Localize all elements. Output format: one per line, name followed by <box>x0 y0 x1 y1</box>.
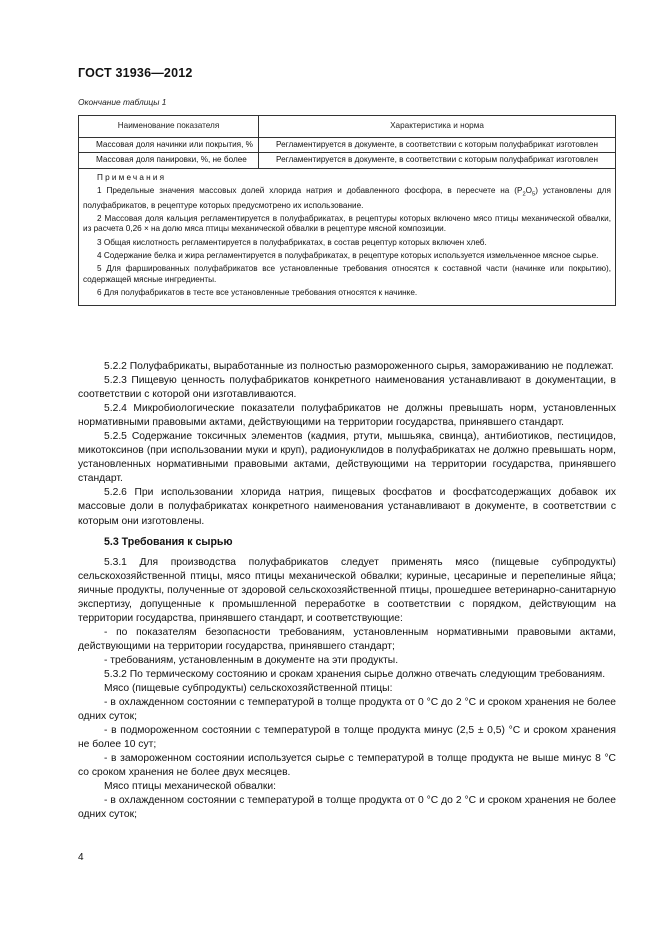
column-header: Наименование показателя <box>79 116 259 138</box>
table-notes <box>79 168 616 305</box>
note-item: 5 Для фаршированных полуфабрикатов все установленные требования относятся к составной части (начинке или покрытию), содержащей мясные ингредиенты. <box>83 263 611 284</box>
notes-title: Примечания <box>97 172 167 182</box>
page-header-title: ГОСТ 31936—2012 <box>78 66 193 80</box>
list-item: - требованиям, установленным в документе на эти продукты. <box>104 654 399 666</box>
table-cell: Массовая доля начинки или покрытия, % <box>79 137 259 153</box>
indicators-table <box>78 115 616 306</box>
note-item: 6 Для полуфабрикатов в тесте все установленные требования относятся к начинке. <box>97 287 418 297</box>
table-caption: Окончание таблицы 1 <box>78 97 167 107</box>
table-row <box>79 137 616 153</box>
table-cell: Массовая доля панировки, %, не более <box>79 153 259 169</box>
table-notes-row <box>79 168 616 305</box>
paragraph: Мясо птицы механической обвалки: <box>104 781 277 793</box>
table-cell: Регламентируется в документе, в соответствии с которым полуфабрикат изготовлен <box>259 153 616 169</box>
list-item: - в подмороженном состоянии с температурой в толще продукта минус (2,5 ± 0,5) °С и сроком хранения не более 10 сут; <box>78 725 616 751</box>
table-cell: Регламентируется в документе, в соответствии с которым полуфабрикат изготовлен <box>259 137 616 153</box>
paragraph: 5.2.6 При использовании хлорида натрия, пищевых фосфатов и фосфатсодержащих добавок их массовые доли в полуфабрикатах конкретного наименования устанавливают в документе, в соответствии с которым они изготовлены. <box>78 487 616 527</box>
paragraph: Мясо (пищевые субпродукты) сельскохозяйственной птицы: <box>104 683 393 695</box>
page-number: 4 <box>78 852 84 863</box>
list-item: - по показателям безопасности требованиям, установленным нормативными правовыми актами, действующими на территории государства, принявшего стандарт; <box>78 626 616 652</box>
list-item: - в замороженном состоянии используется сырье с температурой в толще продукта не выше минус 8 °С со сроком хранения не более двух месяцев. <box>78 753 616 779</box>
paragraph: 5.3.2 По термическому состоянию и срокам хранения сырье должно отвечать следующим требованиям. <box>104 668 606 680</box>
table-header-row <box>79 116 616 138</box>
list-item: - в охлажденном состоянии с температурой в толще продукта от 0 °С до 2 °С и сроком хранения не более одних суток; <box>78 795 616 821</box>
list-item: - в охлажденном состоянии с температурой в толще продукта от 0 °С до 2 °С и сроком хранения не более одних суток; <box>78 697 616 723</box>
note-item: 1 Предельные значения массовых долей хлорида натрия и добавленного фосфора, в пересчете на $(P_2O_5)$ установлены для полуфабрикатов, в рецептуре которых предусмотрено их использование. <box>83 186 611 210</box>
column-header: Характеристика и норма <box>259 116 616 138</box>
paragraph: 5.3.1 Для производства полуфабрикатов следует применять мясо (пищевые субпродукты) сельскохозяйственной птицы, мясо птицы механической обвалки; куриные, цесариные и перепелиные яйца; яичные продукты, полученные от здоровой сельскохозяйственной птицы, прошедшее ветеринарно-санитарную экспертизу, допущенные к промышленной переработке в соответствии с порядком, действующим на территории государства, принявшего стандарт, и соответствующие: <box>78 556 616 624</box>
document-body <box>78 360 616 823</box>
section-heading: 5.3 Требования к сырью <box>104 535 233 548</box>
paragraph: 5.2.4 Микробиологические показатели полуфабрикатов не должны превышать норм, установленных нормативными правовыми актами, действующими на территории государства, принявшего стандарт. <box>78 403 616 429</box>
table-row <box>79 153 616 169</box>
note-item: 2 Массовая доля кальция регламентируется в полуфабрикатах, в рецептуры которых включено мясо птицы механической обвалки, из расчета 0,26 × на долю мяса птицы механической обвалки в рецептуре мясной композиции. <box>83 213 611 234</box>
paragraph: 5.2.2 Полуфабрикаты, выработанные из полностью размороженного сырья, замораживанию не подлежат. <box>104 361 614 372</box>
paragraph: 5.2.3 Пищевую ценность полуфабрикатов конкретного наименования устанавливают в документации, в соответствии с которой они изготавливаются. <box>78 375 616 401</box>
note-item: 4 Содержание белка и жира регламентируется в полуфабрикатах, в рецептуре которых используется измельченное мясное сырье. <box>97 250 599 260</box>
note-item: 3 Общая кислотность регламентируется в полуфабрикатах, в состав рецептур которых включен хлеб. <box>97 237 487 247</box>
paragraph: 5.2.5 Содержание токсичных элементов (кадмия, ртути, мышьяка, свинца), антибиотиков, пестицидов, микотоксинов (при использовании муки и круп), радионуклидов в полуфабрикатах не должно превышать норм, установленных нормативными правовыми актами, действующими на территории государства, принявшего стандарт. <box>78 431 616 485</box>
